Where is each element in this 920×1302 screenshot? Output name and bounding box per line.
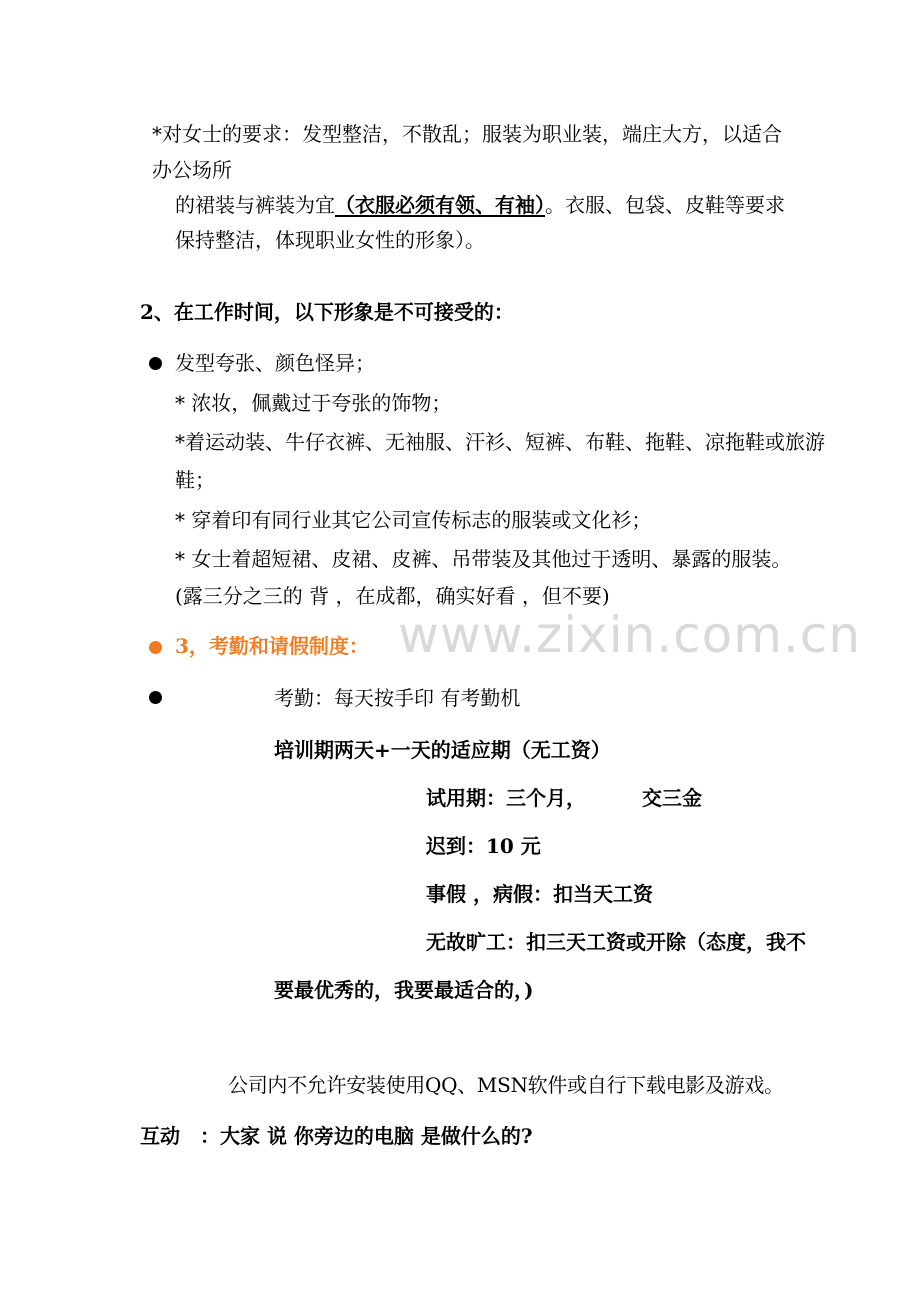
- para1-line2: 办公场所: [152, 158, 232, 182]
- section2-item: 鞋；: [175, 468, 215, 492]
- interaction-text: ：大家 说 你旁边的电脑 是做什么的?: [200, 1124, 533, 1148]
- section2-heading: 2、在工作时间，以下形象是不可接受的：: [140, 300, 514, 324]
- section2-item: * 女士着超短裙、皮裙、皮裤、吊带装及其他过于透明、暴露的服装。: [175, 547, 792, 571]
- section2-item: (露三分之三的 背 ，在成都，确实好看 ，但不要): [175, 584, 610, 608]
- para1-line3: [175, 195, 785, 215]
- para1-line1: *对女士的要求：发型整洁，不散乱；服装为职业装，端庄大方，以适合: [152, 122, 782, 146]
- absence-line: 无故旷工：扣三天工资或开除（态度，我不: [426, 930, 806, 954]
- company-rule: 公司内不允许安装使用QQ、MSN软件或自行下载电影及游戏。: [228, 1073, 784, 1097]
- watermark: www.zixin.com.cn: [398, 606, 862, 664]
- bullet-icon: [149, 691, 162, 704]
- section2-item: *着运动装、牛仔衣裤、无袖服、汗衫、短裤、布鞋、拖鞋、凉拖鞋或旅游: [175, 430, 825, 454]
- para1-line3-emphasis: （衣服必须有领、有袖）: [335, 193, 545, 217]
- probation-line: 试用期：三个月，: [426, 786, 586, 810]
- section2-item: 发型夸张、颜色怪异；: [175, 351, 375, 375]
- section3-heading: 3，考勤和请假制度：: [175, 634, 369, 658]
- probation-benefit: 交三金: [642, 786, 702, 810]
- absence-line-2: 要最优秀的，我要最适合的，): [274, 978, 534, 1002]
- para1-line4: 保持整洁，体现职业女性的形象）。: [175, 228, 485, 252]
- attendance-line: 考勤：每天按手印 有考勤机: [274, 686, 521, 710]
- training-line: 培训期两天+一天的适应期（无工资）: [274, 738, 611, 762]
- section2-item: * 浓妆，佩戴过于夸张的饰物；: [175, 391, 452, 415]
- para1-line3-c: 。衣服、包袋、皮鞋等要求: [545, 193, 785, 217]
- para1-line3-a: 的裙装与裤装为宜: [175, 193, 335, 217]
- bullet-icon: [149, 357, 162, 370]
- leave-line: 事假 ，病假：扣当天工资: [426, 882, 653, 906]
- bullet-icon: [149, 641, 162, 654]
- interaction-label: 互动: [140, 1124, 180, 1148]
- late-line: 迟到：10 元: [426, 834, 541, 858]
- section2-item: * 穿着印有同行业其它公司宣传标志的服装或文化衫；: [175, 508, 652, 532]
